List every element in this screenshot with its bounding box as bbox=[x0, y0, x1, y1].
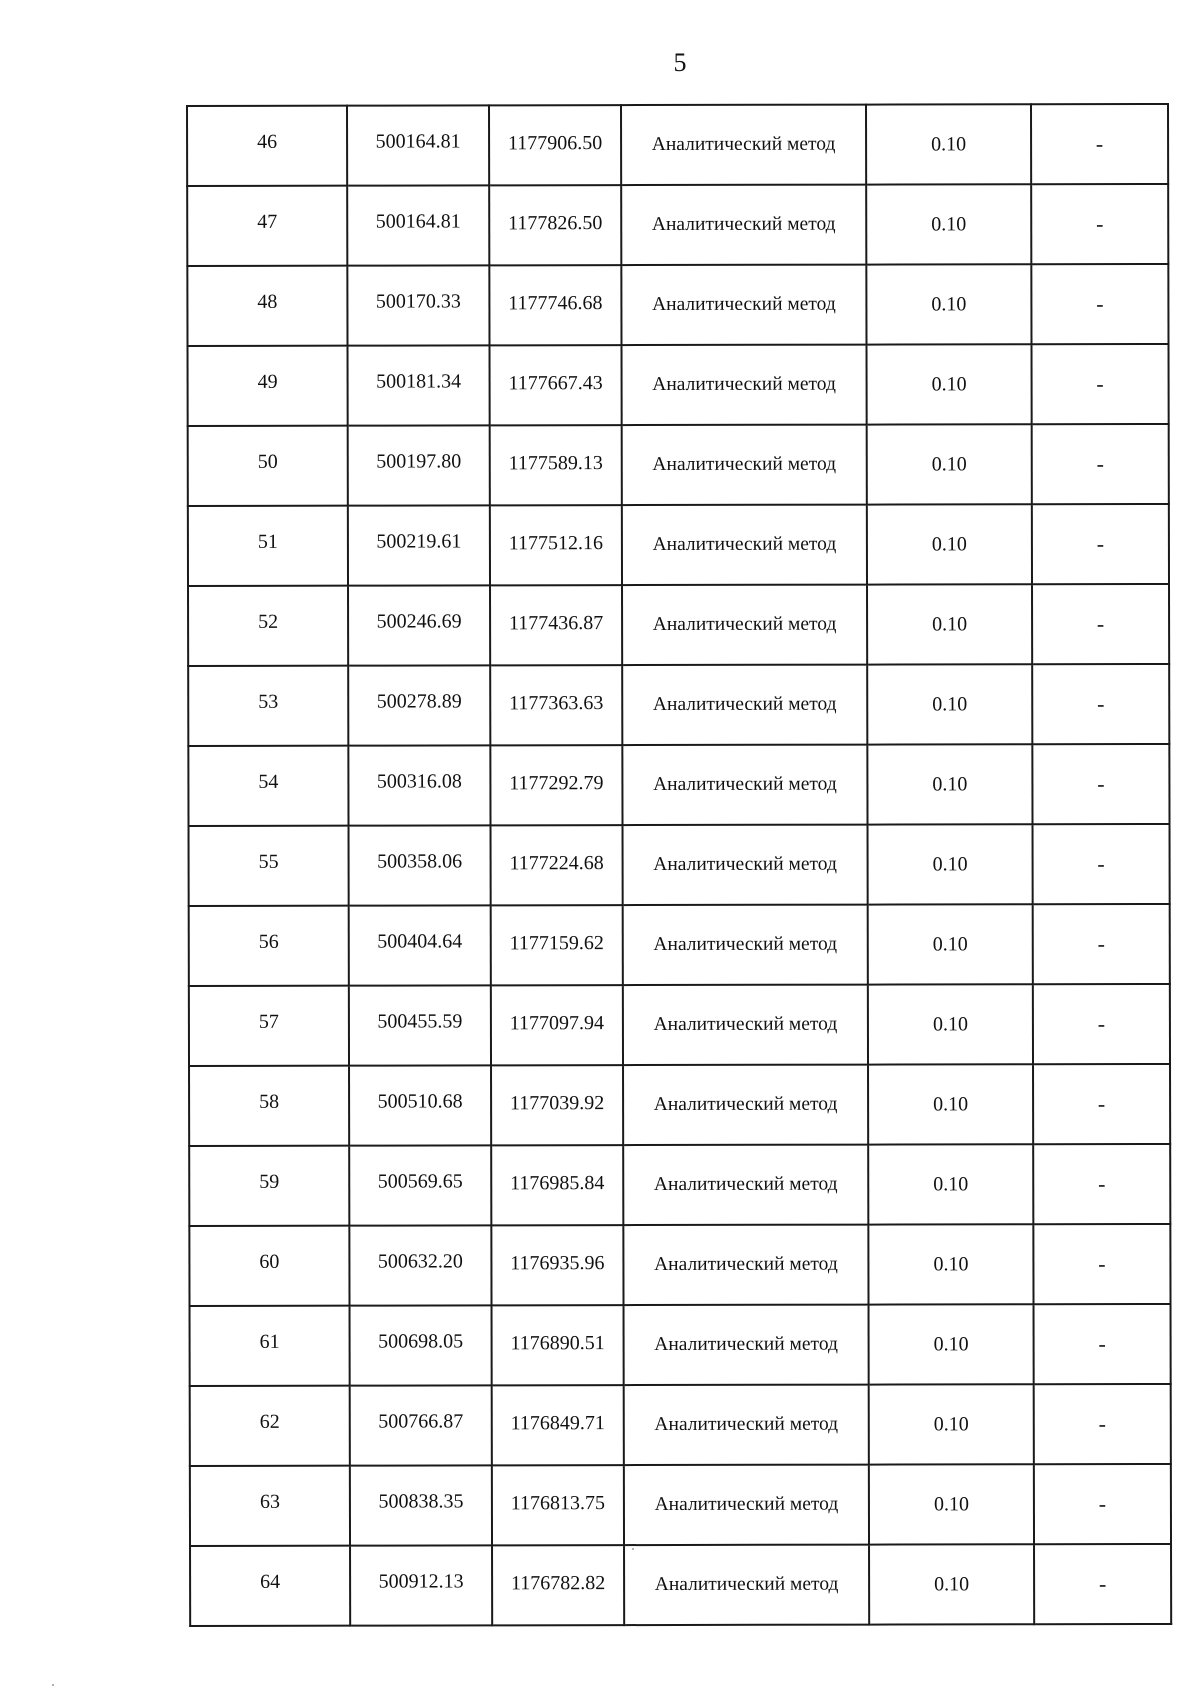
cell-accuracy: 0.10 bbox=[866, 184, 1031, 264]
table-row bbox=[190, 1304, 1171, 1386]
cell-method: Аналитический метод bbox=[623, 1145, 868, 1226]
cell-point-number: 63 bbox=[190, 1466, 350, 1546]
cell-point-number: 47 bbox=[187, 186, 347, 266]
cell-accuracy: 0.10 bbox=[868, 824, 1033, 904]
cell-accuracy: 0.10 bbox=[868, 1064, 1033, 1144]
cell-dash: - bbox=[1031, 264, 1168, 344]
scan-speck bbox=[632, 1548, 634, 1550]
table-row bbox=[188, 344, 1169, 426]
scan-speck bbox=[52, 1684, 54, 1686]
cell-y-coordinate: 1176890.51 bbox=[492, 1305, 624, 1385]
cell-point-number: 52 bbox=[188, 586, 348, 666]
cell-x-coordinate: 500219.61 bbox=[348, 505, 490, 585]
cell-dash: - bbox=[1031, 104, 1168, 184]
cell-x-coordinate: 500510.68 bbox=[349, 1065, 491, 1145]
cell-y-coordinate: 1177746.68 bbox=[489, 265, 621, 345]
table-row bbox=[189, 1144, 1170, 1226]
cell-point-number: 53 bbox=[188, 666, 348, 746]
table-row bbox=[189, 1064, 1170, 1146]
table-row bbox=[189, 904, 1170, 986]
cell-point-number: 49 bbox=[188, 346, 348, 426]
cell-dash: - bbox=[1032, 664, 1169, 744]
cell-method: Аналитический метод bbox=[622, 585, 867, 666]
cell-point-number: 55 bbox=[189, 826, 349, 906]
cell-method: Аналитический метод bbox=[621, 105, 866, 186]
cell-y-coordinate: 1177589.13 bbox=[490, 425, 622, 505]
cell-method: Аналитический метод bbox=[622, 505, 867, 586]
cell-dash: - bbox=[1032, 344, 1169, 424]
cell-dash: - bbox=[1034, 1304, 1171, 1384]
cell-point-number: 48 bbox=[187, 266, 347, 346]
cell-x-coordinate: 500246.69 bbox=[348, 585, 490, 665]
cell-accuracy: 0.10 bbox=[869, 1384, 1034, 1464]
cell-dash: - bbox=[1032, 744, 1169, 824]
cell-x-coordinate: 500404.64 bbox=[349, 905, 491, 985]
cell-accuracy: 0.10 bbox=[869, 1544, 1034, 1624]
cell-x-coordinate: 500569.65 bbox=[349, 1145, 491, 1225]
cell-accuracy: 0.10 bbox=[868, 984, 1033, 1064]
cell-y-coordinate: 1176782.82 bbox=[492, 1545, 624, 1625]
cell-y-coordinate: 1177292.79 bbox=[490, 745, 622, 825]
cell-accuracy: 0.10 bbox=[868, 904, 1033, 984]
cell-x-coordinate: 500197.80 bbox=[348, 425, 490, 505]
cell-point-number: 64 bbox=[190, 1546, 350, 1626]
cell-dash: - bbox=[1033, 1064, 1170, 1144]
table-row bbox=[190, 1384, 1171, 1466]
cell-y-coordinate: 1176985.84 bbox=[491, 1145, 623, 1225]
cell-y-coordinate: 1176935.96 bbox=[491, 1225, 623, 1305]
cell-dash: - bbox=[1032, 424, 1169, 504]
cell-point-number: 57 bbox=[189, 986, 349, 1066]
table-row bbox=[190, 1464, 1171, 1546]
cell-accuracy: 0.10 bbox=[867, 584, 1032, 664]
cell-method: Аналитический метод bbox=[621, 185, 866, 266]
cell-accuracy: 0.10 bbox=[869, 1464, 1034, 1544]
cell-y-coordinate: 1177097.94 bbox=[491, 985, 623, 1065]
cell-accuracy: 0.10 bbox=[867, 424, 1032, 504]
cell-x-coordinate: 500455.59 bbox=[349, 985, 491, 1065]
cell-point-number: 61 bbox=[190, 1306, 350, 1386]
table-row bbox=[187, 264, 1168, 346]
cell-method: Аналитический метод bbox=[624, 1465, 869, 1546]
table-row bbox=[188, 424, 1169, 506]
table-row bbox=[188, 504, 1169, 586]
cell-accuracy: 0.10 bbox=[869, 1304, 1034, 1384]
cell-x-coordinate: 500358.06 bbox=[349, 825, 491, 905]
cell-point-number: 60 bbox=[189, 1226, 349, 1306]
cell-y-coordinate: 1177667.43 bbox=[490, 345, 622, 425]
cell-method: Аналитический метод bbox=[622, 345, 867, 426]
cell-point-number: 50 bbox=[188, 426, 348, 506]
cell-dash: - bbox=[1031, 184, 1168, 264]
cell-method: Аналитический метод bbox=[623, 825, 868, 906]
page-number: 5 bbox=[673, 48, 687, 77]
table-row bbox=[190, 1544, 1171, 1626]
coordinates-table bbox=[186, 103, 1172, 1627]
cell-point-number: 54 bbox=[188, 746, 348, 826]
cell-method: Аналитический метод bbox=[623, 1065, 868, 1146]
cell-dash: - bbox=[1034, 1464, 1171, 1544]
cell-method: Аналитический метод bbox=[622, 425, 867, 506]
cell-accuracy: 0.10 bbox=[867, 664, 1032, 744]
cell-x-coordinate: 500766.87 bbox=[350, 1385, 492, 1465]
cell-x-coordinate: 500316.08 bbox=[348, 745, 490, 825]
cell-accuracy: 0.10 bbox=[868, 1144, 1033, 1224]
cell-point-number: 46 bbox=[187, 106, 347, 186]
cell-accuracy: 0.10 bbox=[867, 344, 1032, 424]
cell-method: Аналитический метод bbox=[624, 1305, 869, 1386]
cell-y-coordinate: 1176813.75 bbox=[492, 1465, 624, 1545]
cell-accuracy: 0.10 bbox=[866, 104, 1031, 184]
cell-y-coordinate: 1177826.50 bbox=[489, 185, 621, 265]
cell-y-coordinate: 1177224.68 bbox=[491, 825, 623, 905]
cell-x-coordinate: 500632.20 bbox=[349, 1225, 491, 1305]
cell-dash: - bbox=[1033, 1224, 1170, 1304]
cell-x-coordinate: 500181.34 bbox=[348, 345, 490, 425]
cell-y-coordinate: 1177512.16 bbox=[490, 505, 622, 585]
cell-dash: - bbox=[1034, 1544, 1171, 1624]
cell-accuracy: 0.10 bbox=[866, 264, 1031, 344]
cell-point-number: 58 bbox=[189, 1066, 349, 1146]
cell-method: Аналитический метод bbox=[621, 265, 866, 346]
cell-x-coordinate: 500164.81 bbox=[347, 185, 489, 265]
table-row bbox=[188, 744, 1169, 826]
table-row bbox=[189, 1224, 1170, 1306]
cell-y-coordinate: 1177906.50 bbox=[489, 105, 621, 185]
table-row bbox=[188, 584, 1169, 666]
cell-method: Аналитический метод bbox=[622, 745, 867, 826]
table-row bbox=[188, 664, 1169, 746]
table-body bbox=[187, 104, 1171, 1626]
table-row bbox=[189, 984, 1170, 1066]
cell-method: Аналитический метод bbox=[623, 905, 868, 986]
cell-dash: - bbox=[1032, 584, 1169, 664]
cell-method: Аналитический метод bbox=[623, 985, 868, 1066]
cell-y-coordinate: 1177159.62 bbox=[491, 905, 623, 985]
cell-method: Аналитический метод bbox=[624, 1385, 869, 1466]
cell-method: Аналитический метод bbox=[623, 1225, 868, 1306]
cell-y-coordinate: 1177436.87 bbox=[490, 585, 622, 665]
cell-point-number: 56 bbox=[189, 906, 349, 986]
cell-accuracy: 0.10 bbox=[867, 504, 1032, 584]
cell-dash: - bbox=[1033, 1144, 1170, 1224]
table-row bbox=[189, 824, 1170, 906]
cell-accuracy: 0.10 bbox=[868, 1224, 1033, 1304]
cell-dash: - bbox=[1033, 904, 1170, 984]
cell-x-coordinate: 500164.81 bbox=[347, 105, 489, 185]
cell-x-coordinate: 500278.89 bbox=[348, 665, 490, 745]
table-row bbox=[187, 104, 1168, 186]
cell-method: Аналитический метод bbox=[622, 665, 867, 746]
cell-point-number: 51 bbox=[188, 506, 348, 586]
cell-x-coordinate: 500170.33 bbox=[347, 265, 489, 345]
cell-y-coordinate: 1177363.63 bbox=[490, 665, 622, 745]
cell-accuracy: 0.10 bbox=[867, 744, 1032, 824]
cell-method: Аналитический метод bbox=[624, 1545, 869, 1626]
cell-dash: - bbox=[1034, 1384, 1171, 1464]
cell-y-coordinate: 1177039.92 bbox=[491, 1065, 623, 1145]
cell-dash: - bbox=[1033, 824, 1170, 904]
cell-point-number: 62 bbox=[190, 1386, 350, 1466]
cell-y-coordinate: 1176849.71 bbox=[492, 1385, 624, 1465]
cell-dash: - bbox=[1032, 504, 1169, 584]
table-row bbox=[187, 184, 1168, 266]
cell-x-coordinate: 500838.35 bbox=[350, 1465, 492, 1545]
cell-dash: - bbox=[1033, 984, 1170, 1064]
cell-x-coordinate: 500912.13 bbox=[350, 1545, 492, 1625]
cell-x-coordinate: 500698.05 bbox=[350, 1305, 492, 1385]
cell-point-number: 59 bbox=[189, 1146, 349, 1226]
